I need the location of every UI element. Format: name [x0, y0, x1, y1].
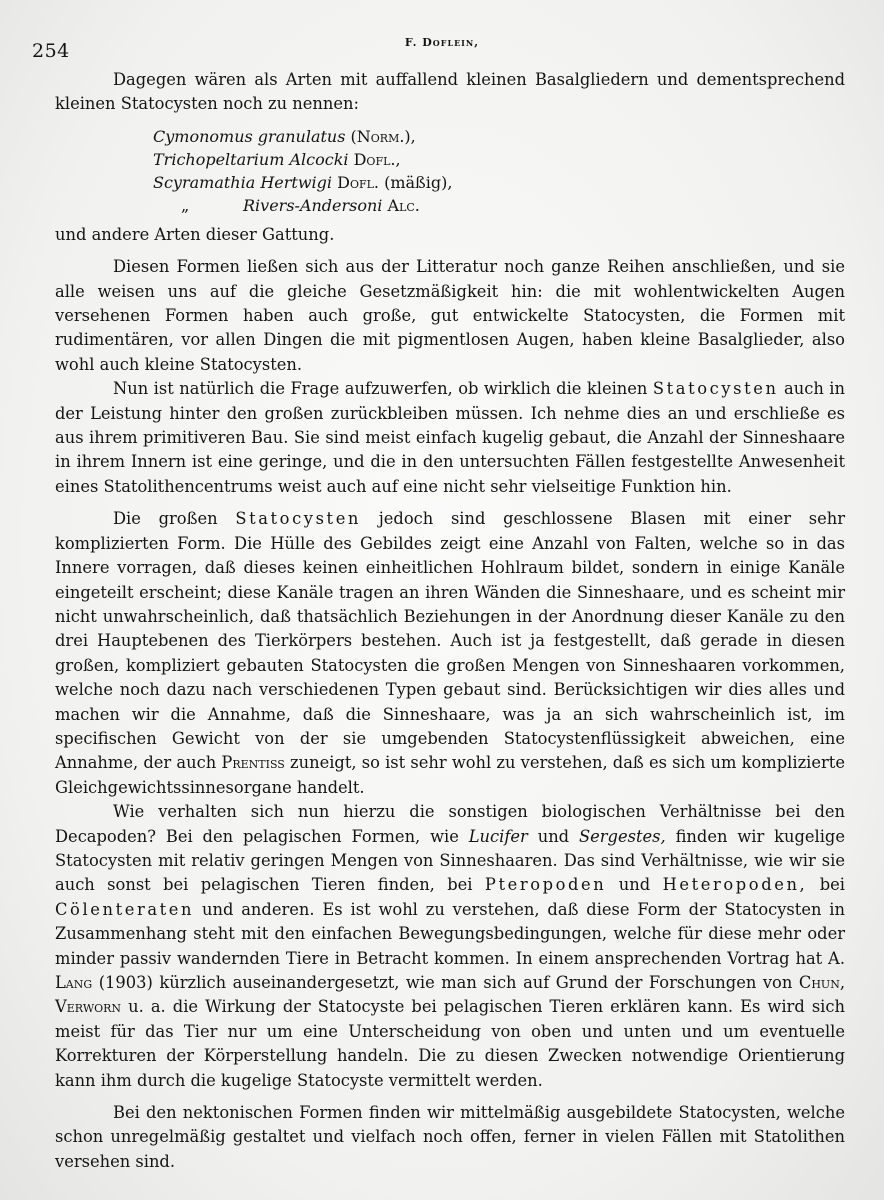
species-author: Dofl., — [353, 149, 401, 169]
text-run: und anderen. Es ist wohl zu verstehen, daß diese Form der Statocysten in Zusammenhang steht mit den einfachen Bewegungsbedingungen, welche für diese mehr oder minder passiv wandernden Tiere in Betracht kommen. In einem ansprechenden Vortrag hat A. — [55, 899, 845, 968]
text-run: finden wir kugelige Statocysten mit relativ geringen Mengen von Sinneshaaren. Das sind Verhältnisse, wie wir sie auch sonst bei pelagischen Tieren finden, bei — [55, 826, 845, 895]
author-name: Chun, — [798, 973, 845, 992]
text-run: (1903) kürzlich auseinandergesetzt, wie man sich auf Grund der Forschungen von — [98, 973, 793, 992]
running-head: F. Doflein, — [404, 36, 480, 49]
text-run: Nun ist natürlich die Frage aufzuwerfen, ob wirklich die kleinen — [113, 379, 648, 399]
spaced-term: Pteropoden — [484, 875, 607, 895]
text-run: und — [537, 826, 570, 846]
species-author: (Norm.), — [350, 126, 416, 146]
spaced-term: Heteropoden, — [662, 875, 808, 895]
spaced-term: Cölenteraten — [55, 899, 195, 919]
author-name: Verworn — [55, 997, 122, 1017]
page-number: 254 — [32, 40, 70, 62]
species-note: (mäßig), — [384, 172, 453, 192]
text-run: Wie verhalten sich nun hierzu die sonstigen biologischen Verhältnisse bei den Decapoden? Bei den pelagischen Formen, wie — [55, 802, 845, 846]
text-run: u. a. die Wirkung der Statocyste bei pelagischen Tieren erklären kann. Es wird sich meist für das Tier nur um eine Unterscheidung von oben und unten und um eventuelle Korrekturen der Körperstellung handeln. Die zu diesen Zwecken notwendige Orientierung kann ihm durch die kugelige Statocyste vermittelt werden. — [55, 997, 845, 1090]
species-name: Rivers-Andersoni — [243, 195, 383, 215]
paragraph-2 — [55, 377, 845, 499]
species-name: Scyramathia Hertwigi — [153, 172, 333, 192]
species-author: Alc. — [387, 195, 420, 215]
species-name: Cymonomus granulatus — [153, 126, 346, 146]
species-item — [153, 171, 845, 194]
paragraph-3 — [55, 507, 845, 800]
species-item — [153, 194, 845, 217]
paragraph-4 — [55, 800, 845, 1093]
text-run: auch in der Leistung hinter den großen zurückbleiben müssen. Ich nehme dies an und erschließe es aus ihrem primitiveren Bau. Sie sind meist einfach kugelig gebaut, die Anzahl der Sinneshaare in ihrem Innern ist eine geringe, und die in den untersuchten Fällen festgestellte Anwesenheit eines Statolithencentrums weist auch auf eine nicht sehr vielseitige Funktion hin. — [55, 379, 845, 496]
ditto-mark: „ — [181, 195, 190, 215]
species-author: Dofl. — [337, 172, 379, 192]
species-item — [153, 148, 845, 171]
body-text — [55, 68, 845, 1174]
text-run: jedoch sind geschlossene Blasen mit einer sehr komplizierten Form. Die Hülle des Gebildes zeigt eine Anzahl von Falten, welche so in das Innere vorragen, daß dieses keinen einheitlichen Hohlraum bildet, sondern in einige Kanäle eingeteilt erscheint; diese Kanäle tragen an ihren Wänden die Sinneshaare, und es scheint mir nicht unwahrscheinlich, daß thatsächlich Beziehungen in der Anordnung dieser Kanäle zu den drei Hauptebenen des Tierkörpers bestehen. Auch ist ja festgestellt, daß gerade in diesen großen, kompliziert gebauten Statocysten die großen Mengen von Sinneshaaren vorkommen, welche noch dazu nach verschiedenen Typen gebaut sind. Berücksichtigen wir dies alles und machen wir die Annahme, daß die Sinneshaare, was ja an sich wahrscheinlich ist, im specifischen Gewicht von der sie umgebenden Statocystenflüssigkeit abweichen, eine Annahme, der auch — [55, 509, 845, 773]
text-run: zuneigt, so ist sehr wohl zu verstehen, daß es sich um komplizierte Gleichgewichtssinnesorgane handelt. — [55, 753, 845, 797]
paragraph-1: Diesen Formen ließen sich aus der Litteratur noch ganze Reihen anschließen, und sie alle weisen uns auf die gleiche Gesetzmäßigkeit hin: die mit wohlentwickelten Augen versehenen Formen haben auch große, gut entwickelte Statocysten, die Formen mit rudimentären, vor allen Dingen die mit pigmentlosen Augen, haben kleine Basalglieder, also wohl auch kleine Statocysten. — [55, 257, 845, 374]
species-list — [153, 125, 845, 217]
genus-name: Sergestes, — [578, 826, 666, 846]
author-name: Lang — [55, 973, 93, 992]
spaced-term: Statocysten — [235, 509, 362, 529]
species-item — [153, 125, 845, 148]
text-run: und — [618, 875, 651, 895]
author-name: Prentiss — [221, 753, 285, 773]
species-name: Trichopeltarium Alcocki — [153, 149, 349, 169]
text-run: Die großen — [113, 509, 218, 529]
spaced-term: Statocysten — [652, 379, 779, 399]
intro-paragraph: Dagegen wären als Arten mit auffallend kleinen Basalgliedern und dementsprechend kleinen Statocysten noch zu nennen: — [55, 70, 845, 114]
text-run: bei — [819, 875, 845, 895]
after-list-line: und andere Arten dieser Gattung. — [55, 224, 335, 244]
paragraph-5: Bei den nektonischen Formen finden wir mittelmäßig ausgebildete Statocysten, welche schon unregelmäßig gestaltet und vielfach noch offen, ferner in vielen Fällen mit Statolithen versehen sind. — [55, 1103, 845, 1171]
genus-name: Lucifer — [468, 826, 528, 846]
